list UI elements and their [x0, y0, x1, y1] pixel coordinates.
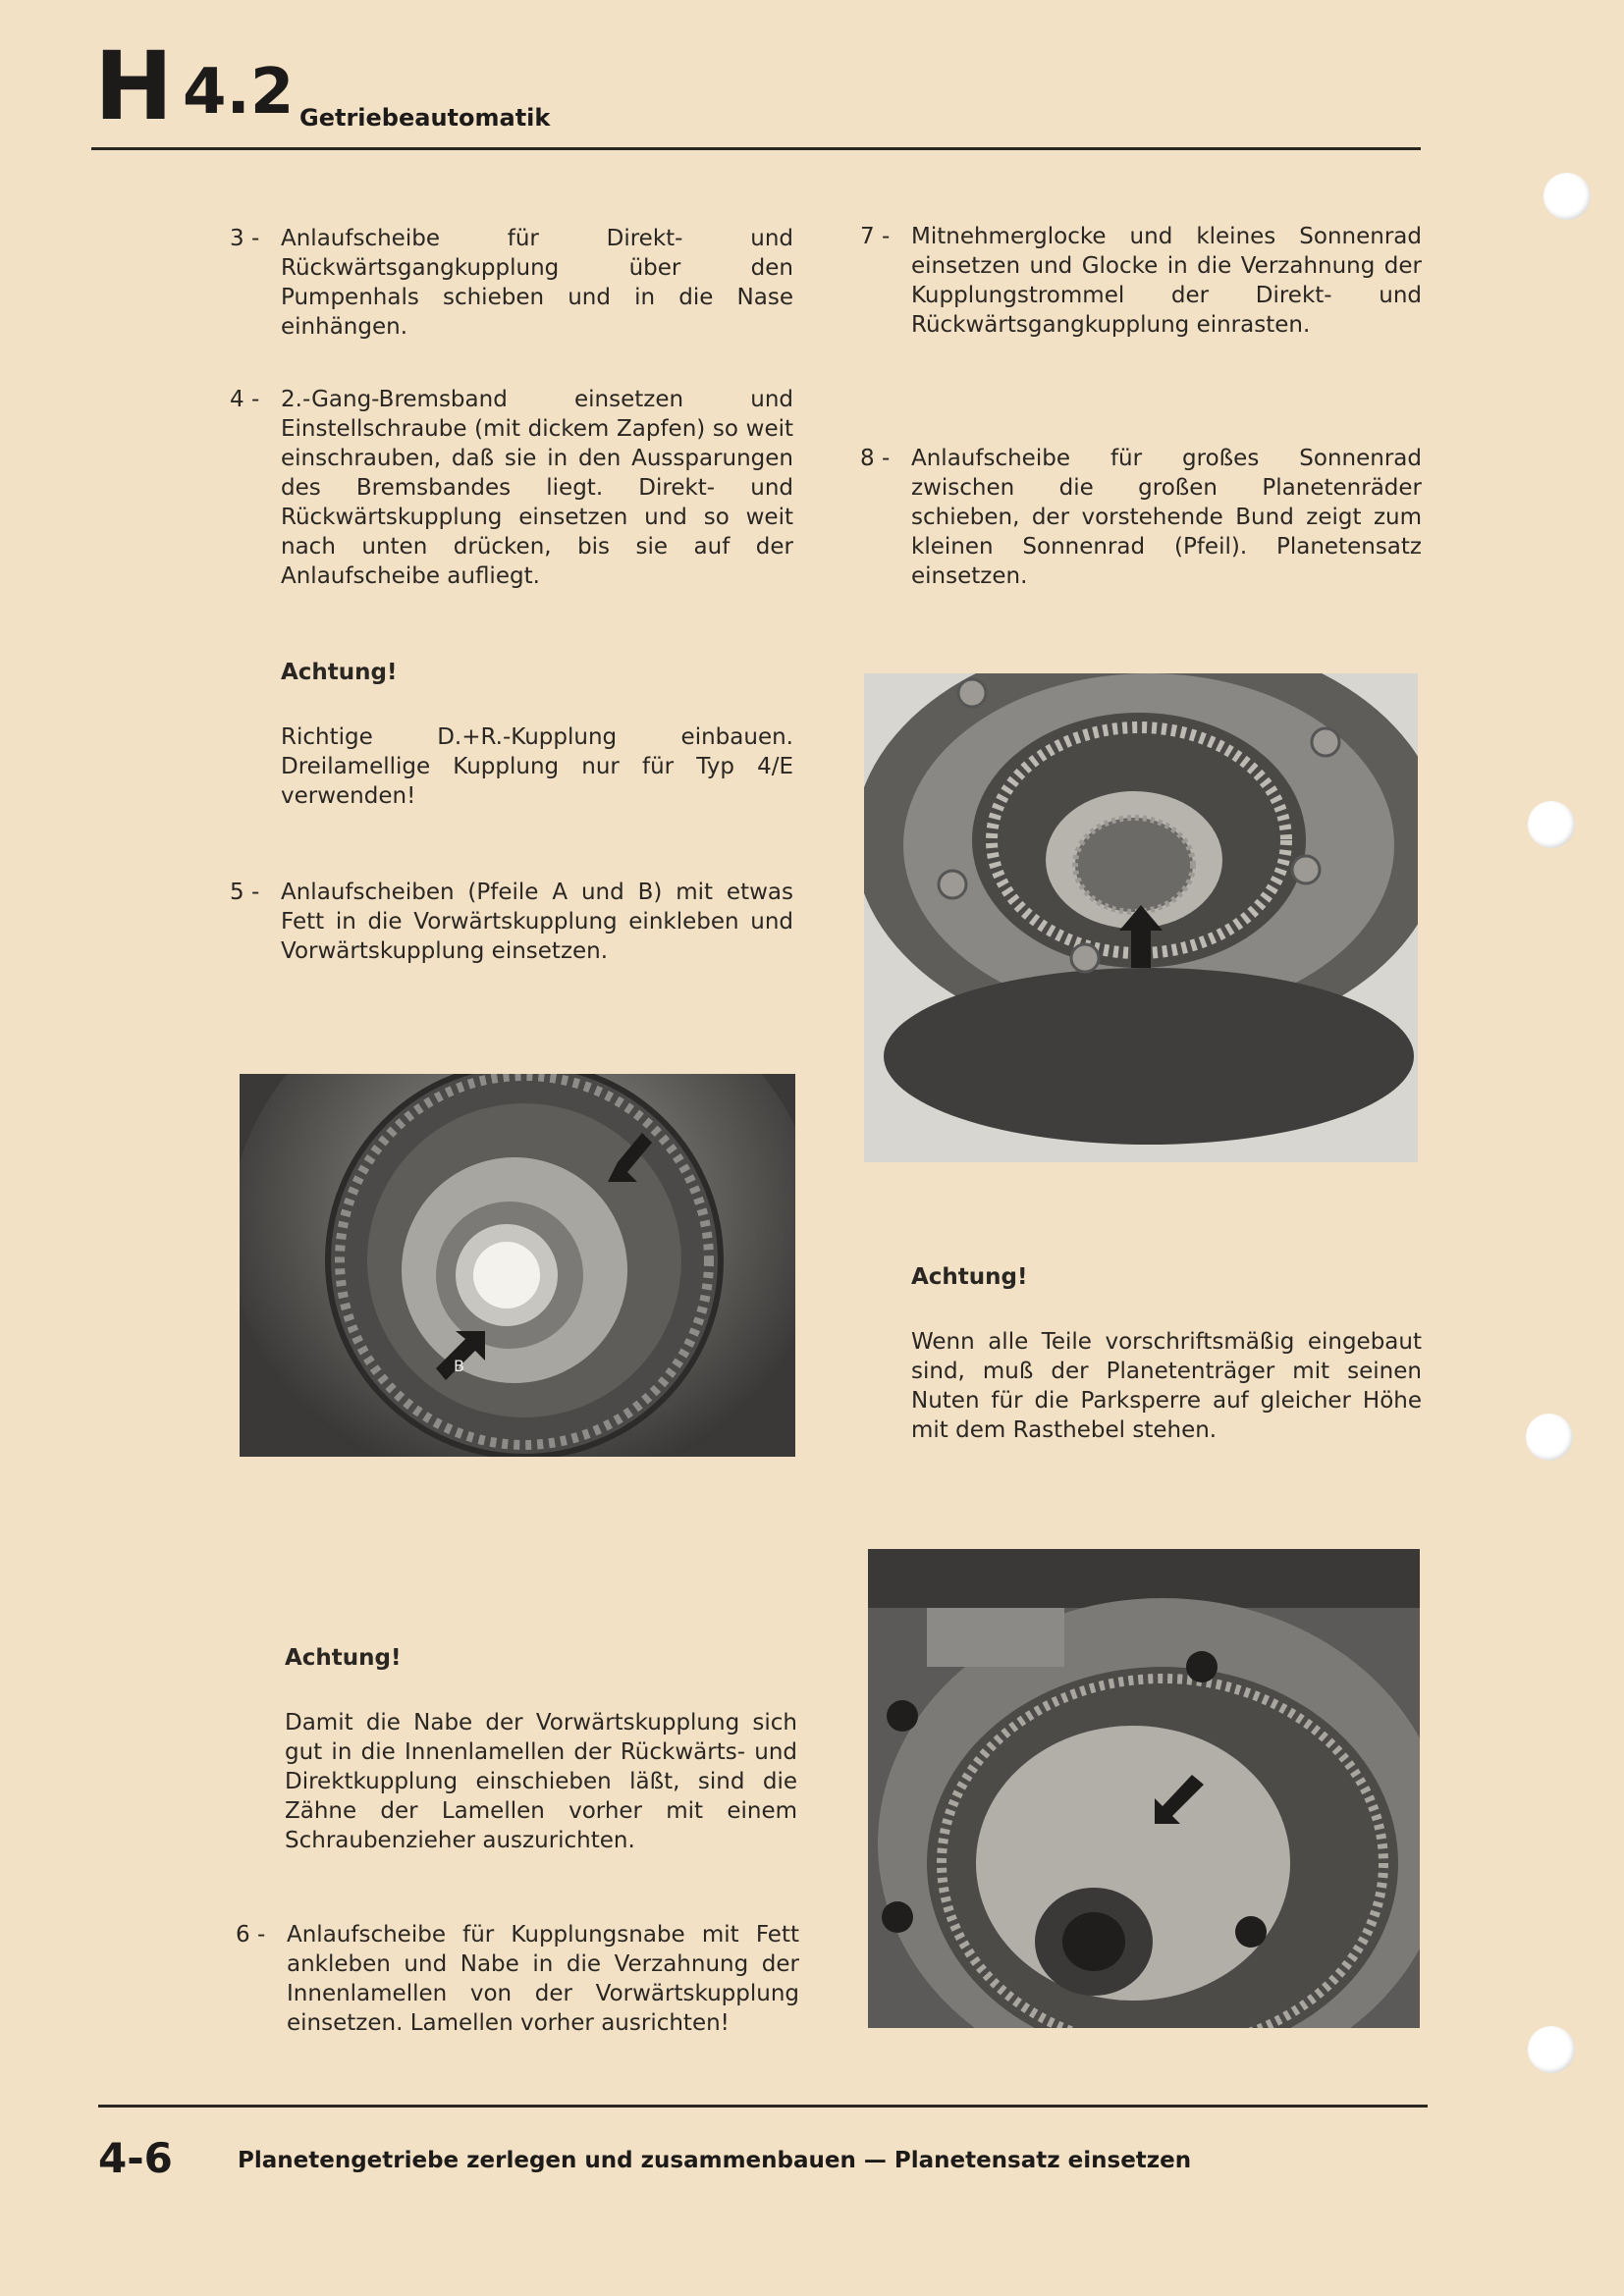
photo-parking-lock: [868, 1549, 1420, 2028]
footer-title: Planetengetriebe zerlegen und zusammenbauen — Planetensatz einsetzen: [238, 2148, 1192, 2173]
note-1-text: Richtige D.+R.-Kupplung einbauen. Dreilamellige Kupplung nur für Typ 4/E verwenden!: [281, 724, 793, 809]
section-title: Getriebeautomatik: [299, 104, 551, 132]
punch-hole-4: [1528, 2026, 1575, 2073]
step-4-text: 2.-Gang-Bremsband einsetzen und Einstellschraube (mit dickem Zapfen) so weit einschrauben, daß sie in den Aussparungen des Bremsbandes liegt. Direkt- und Rückwärtskupplung einsetzen und so weit nach unten drücken, bis sie auf der Anlaufscheibe aufliegt.: [281, 387, 793, 589]
step-3-number: 3 -: [230, 226, 260, 251]
step-8-text: Anlaufscheibe für großes Sonnenrad zwischen die großen Planetenräder schieben, der vorstehende Bund zeigt zum kleinen Sonnenrad (Pfeil). Planetensatz einsetzen.: [911, 446, 1422, 589]
page-number: 4-6: [98, 2134, 173, 2182]
punch-hole-1: [1543, 173, 1591, 220]
step-5-number: 5 -: [230, 880, 260, 905]
photo-planetary-set: [864, 673, 1418, 1162]
note-1-heading: Achtung!: [281, 660, 398, 685]
step-8-number: 8 -: [860, 446, 891, 471]
step-4-number: 4 -: [230, 387, 260, 412]
punch-hole-3: [1526, 1414, 1573, 1461]
punch-hole-2: [1528, 801, 1575, 848]
step-7-number: 7 -: [860, 224, 891, 249]
section-number: 4.2: [183, 56, 295, 129]
footer-rule: [98, 2105, 1428, 2108]
photo-forward-clutch: [240, 1074, 795, 1457]
note-3-heading: Achtung!: [911, 1264, 1028, 1290]
note-2-text: Damit die Nabe der Vorwärtskupplung sich gut in die Innenlamellen der Rückwärts- und Direktkupplung einschieben läßt, sind die Zähne der Lamellen vorher mit einem Schraubenzieher auszurichten.: [285, 1710, 797, 1853]
step-5-text: Anlaufscheiben (Pfeile A und B) mit etwas Fett in die Vorwärtskupplung einkleben und Vorwärtskupplung einsetzen.: [281, 880, 793, 964]
note-2-heading: Achtung!: [285, 1645, 402, 1671]
step-6-text: Anlaufscheibe für Kupplungsnabe mit Fett ankleben und Nabe in die Verzahnung der Innenlamellen von der Vorwärtskupplung einsetzen. Lamellen vorher ausrichten!: [287, 1922, 799, 2036]
step-7-text: Mitnehmerglocke und kleines Sonnenrad einsetzen und Glocke in die Verzahnung der Kupplungstrommel der Direkt- und Rückwärtsgangkupplung einrasten.: [911, 224, 1422, 338]
note-3-text: Wenn alle Teile vorschriftsmäßig eingebaut sind, muß der Planetenträger mit seinen Nuten für die Parksperre auf gleicher Höhe mit dem Rasthebel stehen.: [911, 1329, 1422, 1443]
step-6-number: 6 -: [236, 1922, 266, 1948]
step-3-text: Anlaufscheibe für Direkt- und Rückwärtsgangkupplung über den Pumpenhals schieben und in die Nase einhängen.: [281, 226, 793, 340]
photo-label-b: B: [454, 1357, 464, 1375]
header-rule: [91, 147, 1421, 150]
section-letter: H: [94, 31, 174, 141]
